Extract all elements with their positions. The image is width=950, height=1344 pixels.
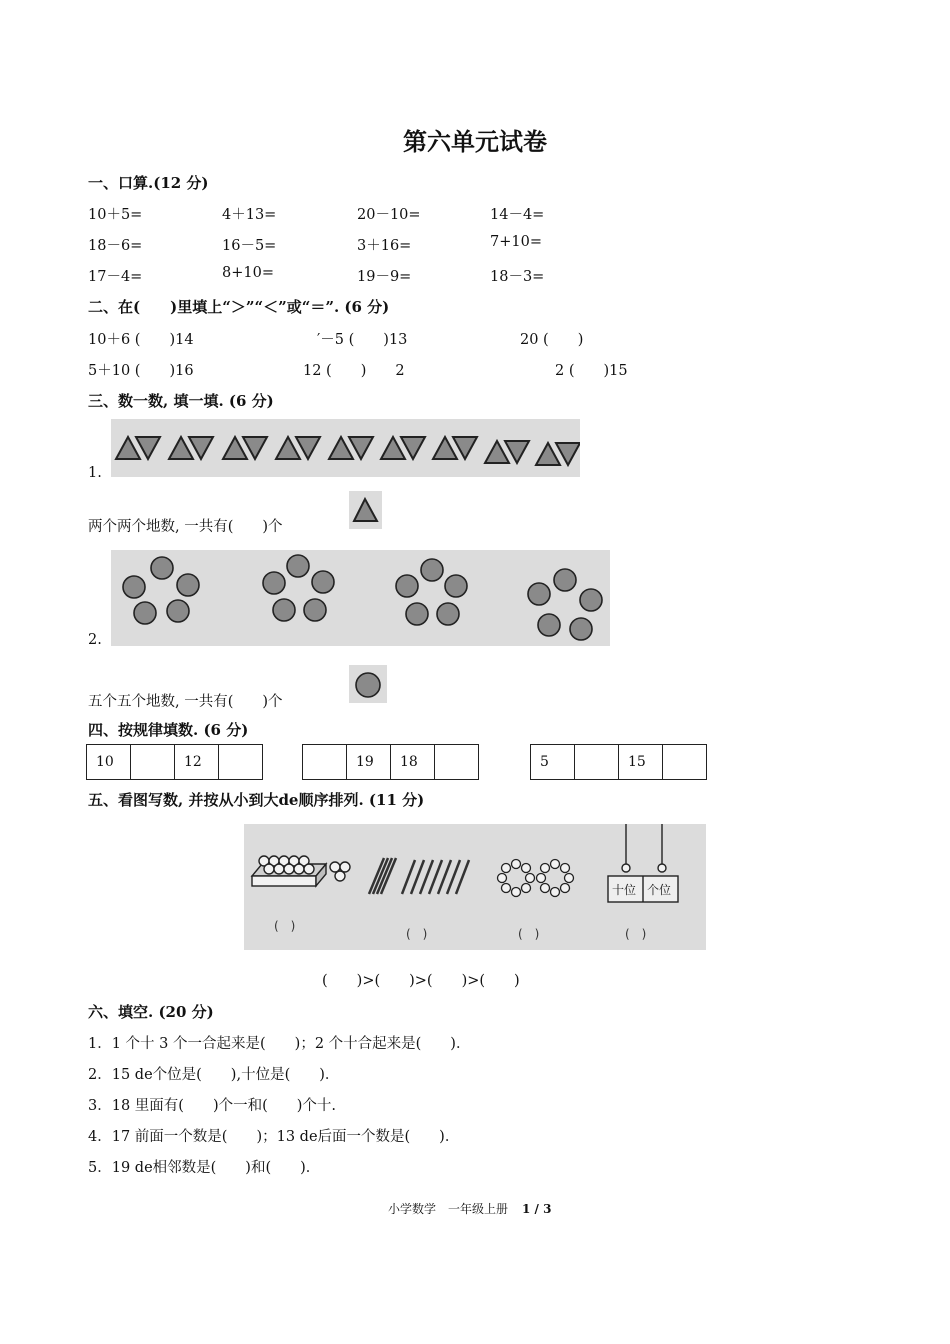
oral-calc-item: 8+10= xyxy=(222,265,274,281)
answer-paren: ( ) xyxy=(406,927,428,941)
oral-calc-item: 16－5= xyxy=(222,238,277,254)
fill-blank-item: 2．15 de个位是( ),十位是( )． xyxy=(88,1067,340,1083)
compare-item: 2 ( )15 xyxy=(555,363,628,379)
abacus-ones-label: 个位 xyxy=(647,883,672,897)
question-text: 两个两个地数, 一共有( )个 xyxy=(88,519,283,535)
pattern-blank[interactable] xyxy=(303,745,347,780)
pattern-cell: 18 xyxy=(391,745,435,780)
pattern-cell: 15 xyxy=(619,745,663,780)
triangle-icon xyxy=(349,491,382,529)
question-number: 2. xyxy=(88,632,102,648)
oral-calc-item: 7+10= xyxy=(490,234,542,250)
circles-picture xyxy=(111,550,610,646)
pattern-cell: 10 xyxy=(87,745,131,780)
pattern-cell: 19 xyxy=(347,745,391,780)
pattern-blank[interactable] xyxy=(219,745,263,780)
section-4-heading: 四、按规律填数. (6 分) xyxy=(88,721,249,739)
fill-blank-item: 5．19 de相邻数是( )和( )． xyxy=(88,1160,321,1176)
oral-calc-item: 3＋16= xyxy=(357,238,412,254)
pattern-table-3 xyxy=(530,744,707,780)
answer-paren: ( ) xyxy=(274,919,296,933)
page-number: 1 / 3 xyxy=(522,1202,552,1216)
order-blanks: ( )>( )>( )>( ) xyxy=(322,973,520,989)
answer-paren: ( ) xyxy=(625,927,647,941)
pattern-table-1 xyxy=(86,744,263,780)
fill-blank-item: 3．18 里面有( )个一和( )个十. xyxy=(88,1098,337,1114)
oral-calc-item: 10＋5= xyxy=(88,207,143,223)
fill-blank-item: 4．17 前面一个数是( )；13 de后面一个数是( )． xyxy=(88,1129,460,1145)
oral-calc-item: 4＋13= xyxy=(222,207,277,223)
counting-picture xyxy=(244,824,706,950)
pattern-cell: 12 xyxy=(175,745,219,780)
compare-item: 20 ( ) xyxy=(520,332,584,348)
section-1-heading: 一、口算.(12 分) xyxy=(88,174,209,192)
abacus-tens-label: 十位 xyxy=(612,883,637,897)
oral-calc-item: 18－6= xyxy=(88,238,143,254)
compare-item: 5＋10 ( )16 xyxy=(88,363,194,379)
triangles-picture xyxy=(111,419,580,477)
section-6-heading: 六、填空. (20 分) xyxy=(88,1003,214,1021)
pattern-blank[interactable] xyxy=(575,745,619,780)
compare-item: 12 ( ) 2 xyxy=(303,363,405,379)
oral-calc-item: 18－3= xyxy=(490,269,545,285)
section-5-heading: 五、看图写数, 并按从小到大de顺序排列. (11 分) xyxy=(88,791,425,809)
oral-calc-item: 19－9= xyxy=(357,269,412,285)
pattern-table-2 xyxy=(302,744,479,780)
section-2-heading: 二、在( )里填上“＞”“＜”或“＝”. (6 分) xyxy=(88,298,390,316)
question-number: 1. xyxy=(88,465,102,481)
oral-calc-item: 14－4= xyxy=(490,207,545,223)
pattern-cell: 5 xyxy=(531,745,575,780)
footer-subject: 小学数学 一年级上册 xyxy=(388,1202,509,1216)
question-text: 五个五个地数, 一共有( )个 xyxy=(88,694,283,710)
pattern-blank[interactable] xyxy=(435,745,479,780)
circle-icon xyxy=(349,665,387,703)
fill-blank-item: 1．1 个十 3 个一合起来是( )；2 个十合起来是( )． xyxy=(88,1036,471,1052)
compare-item: ′－5 ( )13 xyxy=(317,332,408,348)
answer-paren: ( ) xyxy=(518,927,540,941)
compare-item: 10＋6 ( )14 xyxy=(88,332,194,348)
page-title: 第六单元试卷 xyxy=(403,127,547,156)
oral-calc-item: 20－10= xyxy=(357,207,421,223)
pattern-blank[interactable] xyxy=(131,745,175,780)
section-3-heading: 三、数一数, 填一填. (6 分) xyxy=(88,392,274,410)
pattern-blank[interactable] xyxy=(663,745,707,780)
page-footer xyxy=(388,1200,551,1217)
oral-calc-item: 17－4= xyxy=(88,269,143,285)
